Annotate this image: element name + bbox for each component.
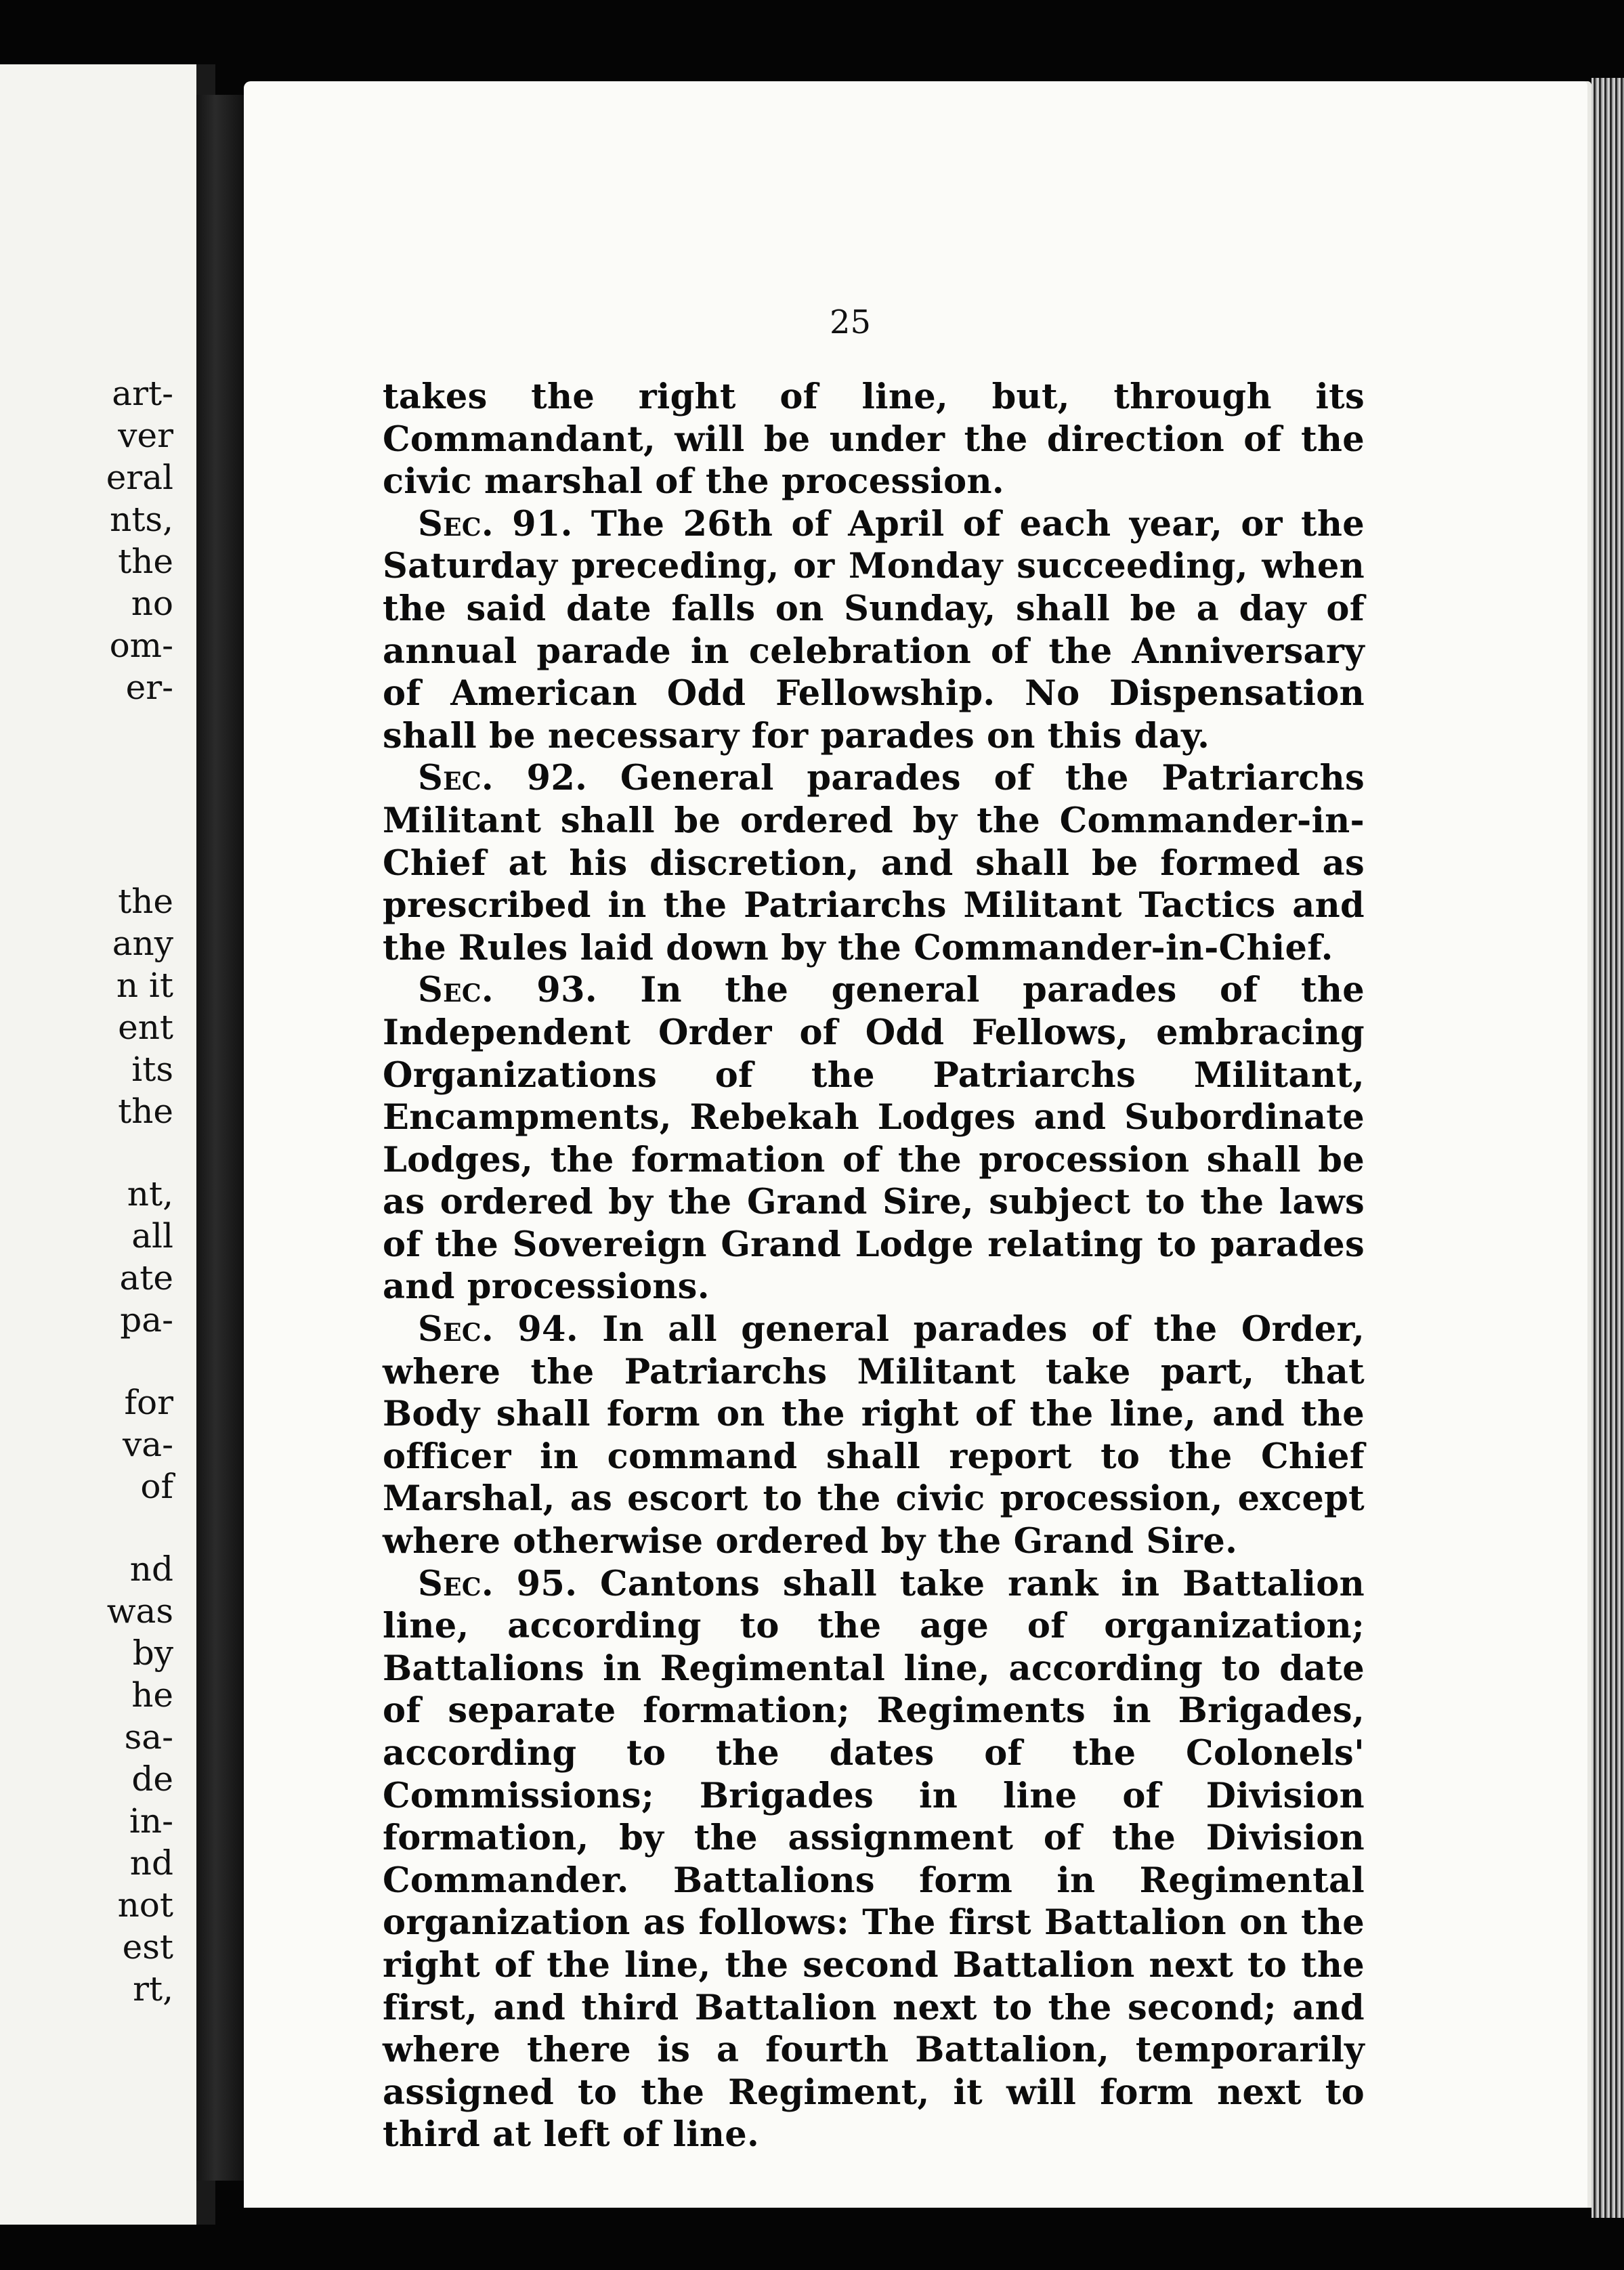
left-line: ver [118,416,173,455]
page-number: 25 [830,303,872,341]
left-line: nd [129,1549,173,1589]
left-line: art- [112,374,173,413]
left-line: nd [129,1843,173,1883]
left-line: de [131,1759,173,1799]
book-gutter [196,95,244,2181]
left-line: ate [119,1258,173,1298]
left-line: n it [116,966,173,1005]
section-label: Sec. 95. [418,1563,578,1604]
section-text: The 26th of April of each year, or the Saturday preceding, or Monday succeeding, when the said date falls on Sunday, shall be a day of annual parade in celebration of the Anniversary of American Odd Fellowship. No Dispensation shall be necessary for parades on this day. [383,503,1365,756]
left-line: was [106,1591,173,1631]
section-text: In all general parades of the Order, where the Patriarchs Militant take part, that Body shall form on the right of the line, and the officer in command shall report to the Chief Marshal, as escort to the civic procession, except where otherwise ordered by the Grand Sire. [383,1309,1365,1562]
left-line: eral [106,458,173,497]
left-line: rt, [133,1969,173,2009]
left-line: not [117,1885,173,1925]
section-label: Sec. 92. [418,758,588,799]
opening-paragraph: takes the right of line, but, through its Commandant, will be under the direction of the civic marshal of the procession. [383,377,1365,502]
left-line: sa- [124,1717,173,1757]
left-line: he [131,1675,173,1715]
left-line: pa- [120,1300,173,1340]
left-line: the [118,542,173,581]
section-95 [383,1563,1365,2156]
left-line: all [131,1216,173,1256]
left-line: nt, [127,1174,173,1214]
section-label: Sec. 93. [418,970,597,1011]
left-line: by [132,1633,173,1673]
left-line: va- [123,1425,173,1464]
section-93 [383,969,1365,1308]
section-92 [383,757,1365,969]
left-line: its [131,1050,173,1089]
section-label: Sec. 91. [418,503,573,544]
left-line: the [118,1092,173,1131]
section-91 [383,503,1365,758]
page-edge [1591,78,1624,2218]
section-text: General parades of the Patriarchs Militant shall be ordered by the Commander-in-Chief at his discretion, and shall be formed as prescribed in the Patriarchs Militant Tactics and the Rules laid down by the Commander-in-Chief. [383,758,1365,968]
left-line: er- [125,668,173,707]
left-line: ent [118,1008,173,1047]
left-line: om- [109,626,173,665]
left-line: in- [129,1801,173,1841]
section-text: Cantons shall take rank in Battalion line, according to the age of organization; Battalions in Regimental line, according to date of separate formation; Regiments in Brigades, according to the dates of the Colonels' Commissions; Brigades in line of Division formation, by the assignment of the Division Commander. Battalions form in Regimental organization as follows: The first Battalion on the right of the line, the second Battalion next to the first, and third Battalion next to the second; and where there is a fourth Battalion, temporarily assigned to the Regiment, it will form next to third at left of line. [383,1563,1365,2156]
left-line: of [140,1467,173,1506]
left-page-fragment [0,64,215,2225]
left-line: for [124,1383,173,1422]
left-line: no [131,584,173,623]
left-line: any [112,924,173,963]
section-label: Sec. 94. [418,1309,578,1350]
section-text: In the general parades of the Independent Order of Odd Fellows, embracing Organizations of the Patriarchs Militant, Encampments, Rebekah Lodges and Subordinate Lodges, the formation of the procession shall be as ordered by the Grand Sire, subject to the laws of the Sovereign Grand Lodge relating to parades and processions. [383,970,1365,1308]
left-line: est [122,1927,173,1967]
page-body [383,376,1365,2156]
left-line: nts, [110,500,173,539]
left-line: the [118,882,173,921]
section-94 [383,1308,1365,1563]
